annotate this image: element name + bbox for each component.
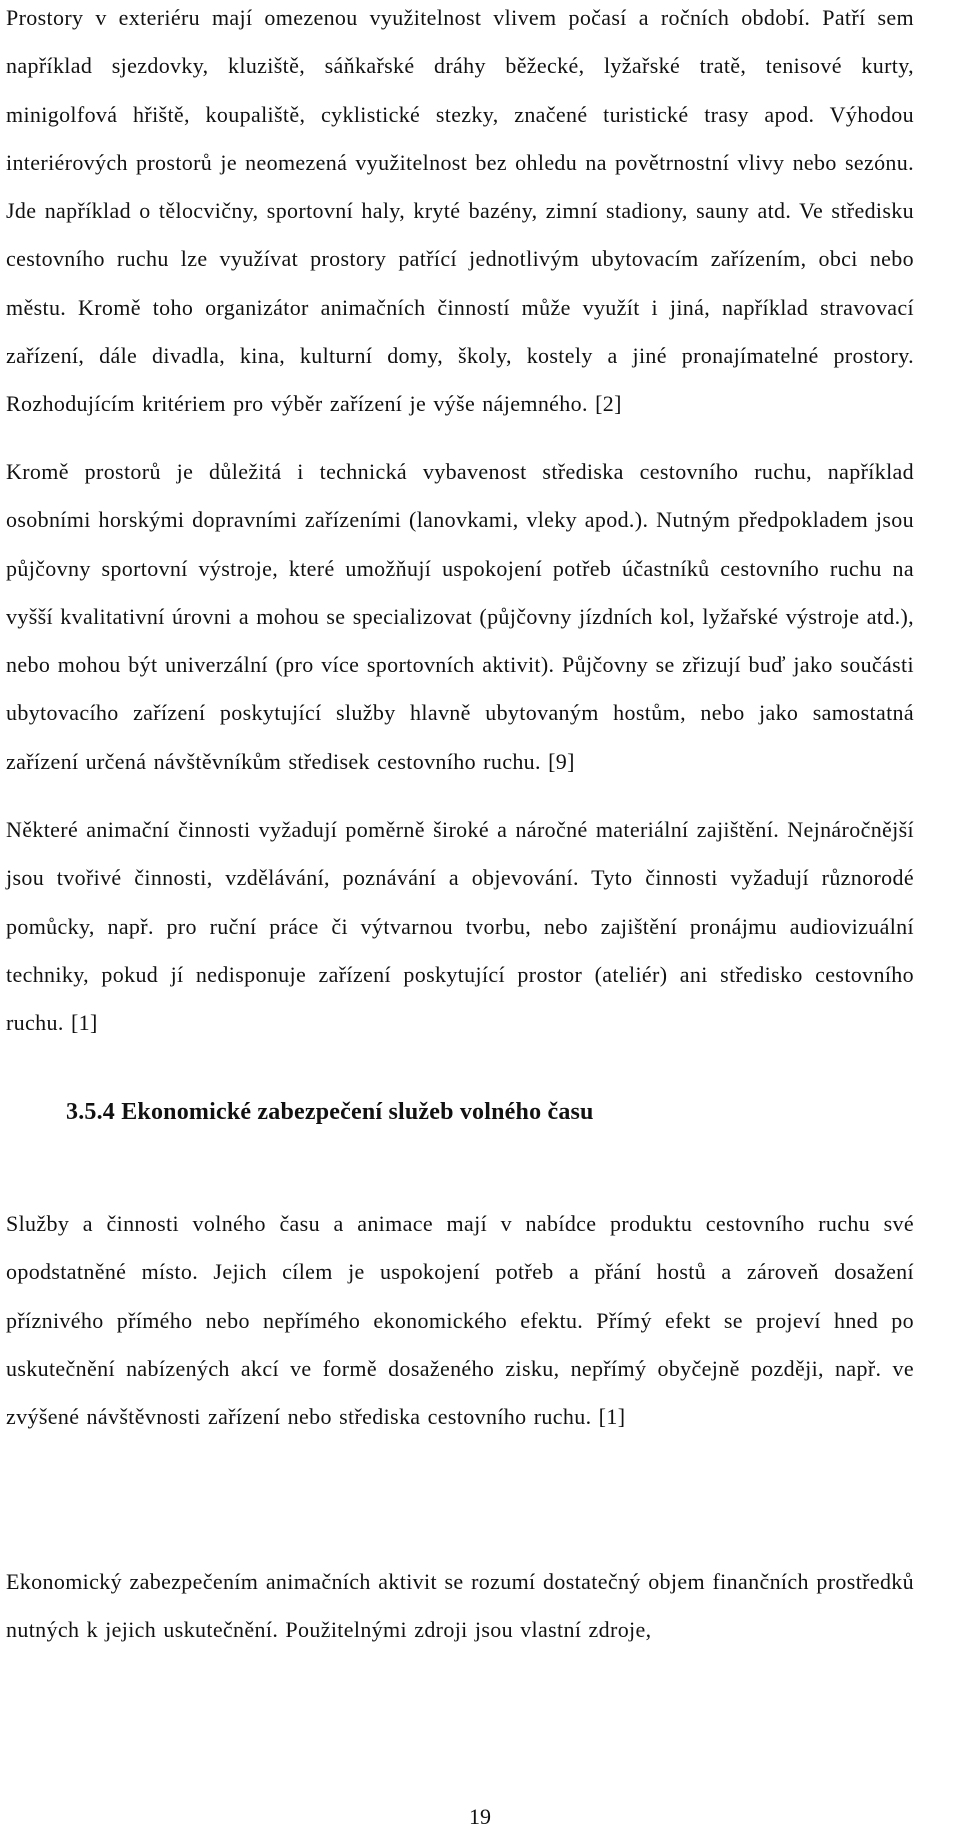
section-heading: 3.5.4 Ekonomické zabezpečení služeb volného času bbox=[66, 1099, 594, 1125]
paragraph-financial-resources: Ekonomický zabezpečením animačních aktivit se rozumí dostatečný objem finančních prostředků nutných k jejich uskutečnění. Použitelnými zdroji jsou vlastní zdroje, bbox=[6, 1569, 914, 1643]
paragraph-technical-equipment: Kromě prostorů je důležitá i technická vybavenost střediska cestovního ruchu, například osobními horskými dopravními zařízeními (lanovkami, vleky apod.). Nutným předpokladem jsou půjčovny sportovní výstroje, které umožňují uspokojení potřeb účastníků cestovního ruchu na vyšší kvalitativní úrovni a mohou se specializovat (půjčovny jízdních kol, lyžařské výstroje atd.), nebo mohou být univerzální (pro více sportovních aktivit). Půjčovny se zřizují buď jako součásti ubytovacího zařízení poskytující služby hlavně ubytovaným hostům, nebo jako samostatná zařízení určená návštěvníkům středisek cestovního ruchu. [9] bbox=[6, 459, 914, 774]
page-number: 19 bbox=[469, 1804, 491, 1829]
paragraph-material-requirements: Některé animační činnosti vyžadují poměrně široké a náročné materiální zajištění. Nejnáročnější jsou tvořivé činnosti, vzdělávání, poznávání a objevování. Tyto činnosti vyžadují různorodé pomůcky, např. pro ruční práce či výtvarnou tvorbu, nebo zajištění pronájmu audiovizuální techniky, pokud jí nedisponuje zařízení poskytující prostor (ateliér) ani středisko cestovního ruchu. [1] bbox=[6, 817, 914, 1036]
paragraph-exterior-interior-spaces: Prostory v exteriéru mají omezenou využitelnost vlivem počasí a ročních období. Patří sem například sjezdovky, kluziště, sáňkařské dráhy běžecké, lyžařské tratě, tenisové kurty, minigolfová hřiště, koupaliště, cyklistické stezky, značené turistické trasy apod. Výhodou interiérových prostorů je neomezená využitelnost bez ohledu na povětrnostní vlivy nebo sezónu. Jde například o tělocvičny, sportovní haly, kryté bazény, zimní stadiony, sauny atd. Ve středisku cestovního ruchu lze využívat prostory patřící jednotlivým ubytovacím zařízením, obci nebo městu. Kromě toho organizátor animačních činností může využít i jiná, například stravovací zařízení, dále divadla, kina, kulturní domy, školy, kostely a jiné pronajímatelné prostory. Rozhodujícím kritériem pro výběr zařízení je výše nájemného. [2] bbox=[6, 5, 914, 417]
paragraph-leisure-services-economics: Služby a činnosti volného času a animace mají v nabídce produktu cestovního ruchu své opodstatněné místo. Jejich cílem je uspokojení potřeb a přání hostů a zároveň dosažení příznivého přímého nebo nepřímého ekonomického efektu. Přímý efekt se projeví hned po uskutečnění nabízených akcí ve formě dosaženého zisku, nepřímý obyčejně později, např. ve zvýšené návštěvnosti zařízení nebo střediska cestovního ruchu. [1] bbox=[6, 1211, 914, 1430]
